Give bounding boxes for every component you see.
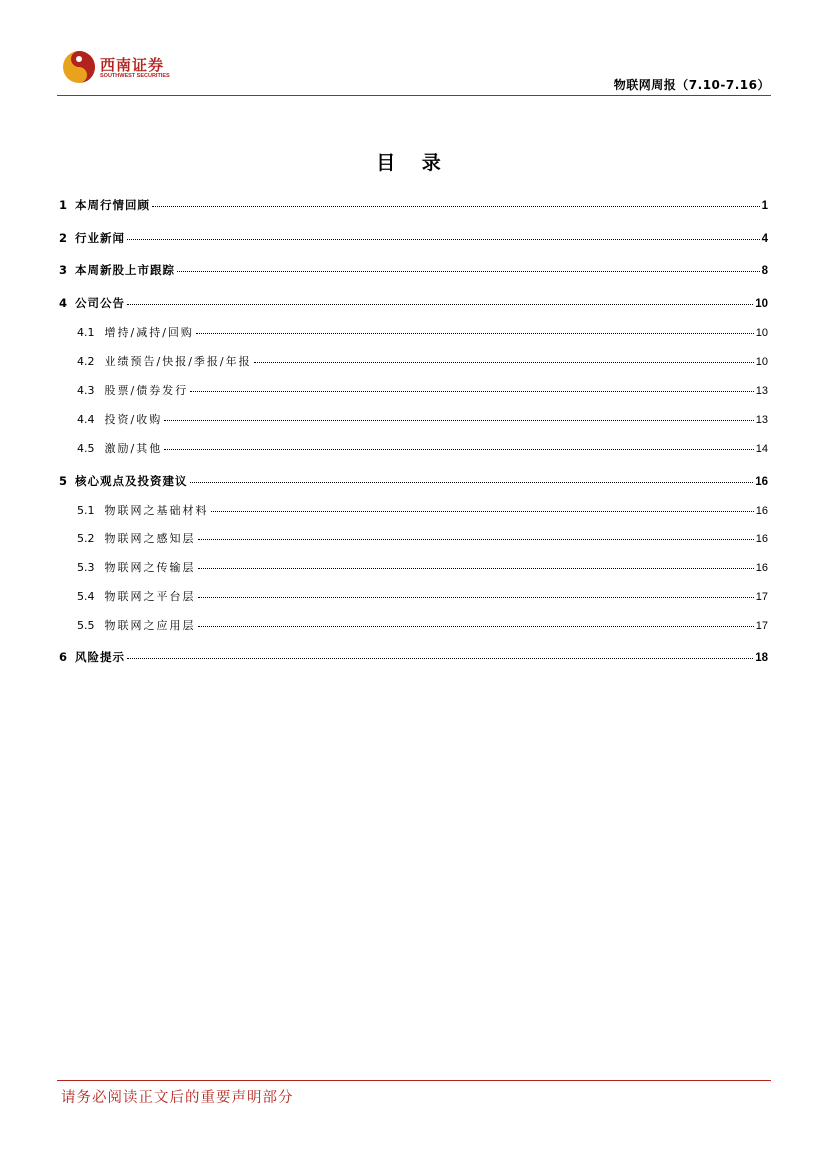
toc-entry-number: 4 [59, 296, 68, 310]
toc-entry[interactable] [59, 617, 768, 633]
toc-entry-label: 业绩预告/快报/季报/年报 [104, 355, 252, 368]
toc-entry-page-number: 10 [755, 327, 768, 339]
toc-entry-number: 4.5 [77, 442, 95, 455]
toc-dot-leader [211, 510, 754, 512]
toc-entry-label: 核心观点及投资建议 [75, 474, 188, 488]
toc-entry-page-number: 4 [761, 233, 768, 245]
toc-entry-number: 6 [59, 650, 68, 664]
toc-entry[interactable] [59, 411, 768, 427]
toc-entry-label: 股票/债券发行 [104, 384, 189, 397]
toc-entry-label: 物联网之感知层 [104, 532, 196, 545]
toc-entry-label: 行业新闻 [75, 231, 126, 245]
toc-dot-leader [164, 448, 754, 450]
toc-dot-leader [198, 596, 754, 598]
toc-entry-label: 本周行情回顾 [75, 198, 151, 212]
toc-entry[interactable] [59, 502, 768, 518]
toc-entry-number: 5.5 [77, 619, 95, 632]
toc-entry-number: 5 [59, 474, 68, 488]
footer-disclaimer: 请务必阅读正文后的重要声明部分 [61, 1090, 294, 1106]
toc-entry-number: 1 [59, 198, 68, 212]
toc-entry-page-number: 13 [755, 414, 768, 426]
toc-dot-leader [177, 270, 760, 272]
toc-entry-page-number: 16 [755, 562, 768, 574]
toc-dot-leader [190, 390, 754, 392]
toc-entry[interactable] [59, 588, 768, 604]
toc-entry-number: 5.2 [77, 532, 95, 545]
toc-dot-leader [152, 205, 760, 207]
toc-entry-page-number: 1 [761, 200, 768, 212]
toc-dot-leader [198, 625, 754, 627]
report-title: 物联网周报（7.10-7.16） [613, 78, 770, 92]
toc-entry[interactable] [59, 262, 768, 278]
logo-chinese-name: 西南证券 [100, 56, 165, 74]
toc-dot-leader [196, 332, 754, 334]
toc-entry-number: 4.3 [77, 384, 95, 397]
toc-dot-leader [198, 567, 754, 569]
toc-entry-number: 5.3 [77, 561, 95, 574]
toc-entry-page-number: 8 [761, 265, 768, 277]
toc-dot-leader [198, 538, 754, 540]
toc-heading: 目 录 [376, 152, 451, 174]
toc-entry-page-number: 10 [755, 356, 768, 368]
toc-entry[interactable] [59, 230, 768, 246]
toc-entry-label: 物联网之平台层 [104, 590, 196, 603]
toc-entry[interactable] [59, 197, 768, 213]
toc-entry-page-number: 17 [755, 620, 768, 632]
table-of-contents [59, 0, 768, 700]
toc-entry[interactable] [59, 649, 768, 665]
toc-entry-page-number: 14 [755, 443, 768, 455]
toc-entry-page-number: 16 [755, 505, 768, 517]
toc-entry-page-number: 16 [755, 533, 768, 545]
toc-entry-page-number: 17 [755, 591, 768, 603]
toc-entry[interactable] [59, 382, 768, 398]
toc-entry[interactable] [59, 530, 768, 546]
toc-dot-leader [190, 481, 754, 483]
toc-dot-leader [254, 361, 754, 363]
toc-entry-label: 物联网之基础材料 [104, 504, 209, 517]
toc-entry-label: 增持/减持/回购 [104, 326, 194, 339]
toc-entry-page-number: 13 [755, 385, 768, 397]
toc-dot-leader [164, 419, 754, 421]
toc-entry-number: 3 [59, 263, 68, 277]
toc-entry-label: 公司公告 [75, 296, 126, 310]
toc-entry-label: 物联网之传输层 [104, 561, 196, 574]
toc-dot-leader [127, 657, 753, 659]
toc-entry-label: 投资/收购 [104, 413, 163, 426]
toc-entry[interactable] [59, 440, 768, 456]
toc-entry-label: 物联网之应用层 [104, 619, 196, 632]
toc-entry-number: 2 [59, 231, 68, 245]
toc-dot-leader [127, 238, 760, 240]
toc-entry[interactable] [59, 324, 768, 340]
toc-entry-label: 本周新股上市跟踪 [75, 263, 176, 277]
toc-entry-number: 4.4 [77, 413, 95, 426]
toc-entry[interactable] [59, 559, 768, 575]
logo-english-name: SOUTHWEST SECURITIES [100, 73, 170, 79]
toc-entry[interactable] [59, 473, 768, 489]
footer-divider [57, 1080, 771, 1081]
toc-entry-number: 4.2 [77, 355, 95, 368]
toc-entry-page-number: 16 [755, 476, 768, 488]
toc-entry-label: 激励/其他 [104, 442, 163, 455]
toc-entry[interactable] [59, 353, 768, 369]
toc-entry-number: 4.1 [77, 326, 95, 339]
toc-entry-page-number: 10 [755, 298, 768, 310]
toc-entry-number: 5.4 [77, 590, 95, 603]
toc-dot-leader [127, 303, 753, 305]
toc-entry-label: 风险提示 [75, 650, 126, 664]
toc-entry[interactable] [59, 295, 768, 311]
toc-entry-number: 5.1 [77, 504, 95, 517]
toc-entry-page-number: 18 [755, 652, 768, 664]
